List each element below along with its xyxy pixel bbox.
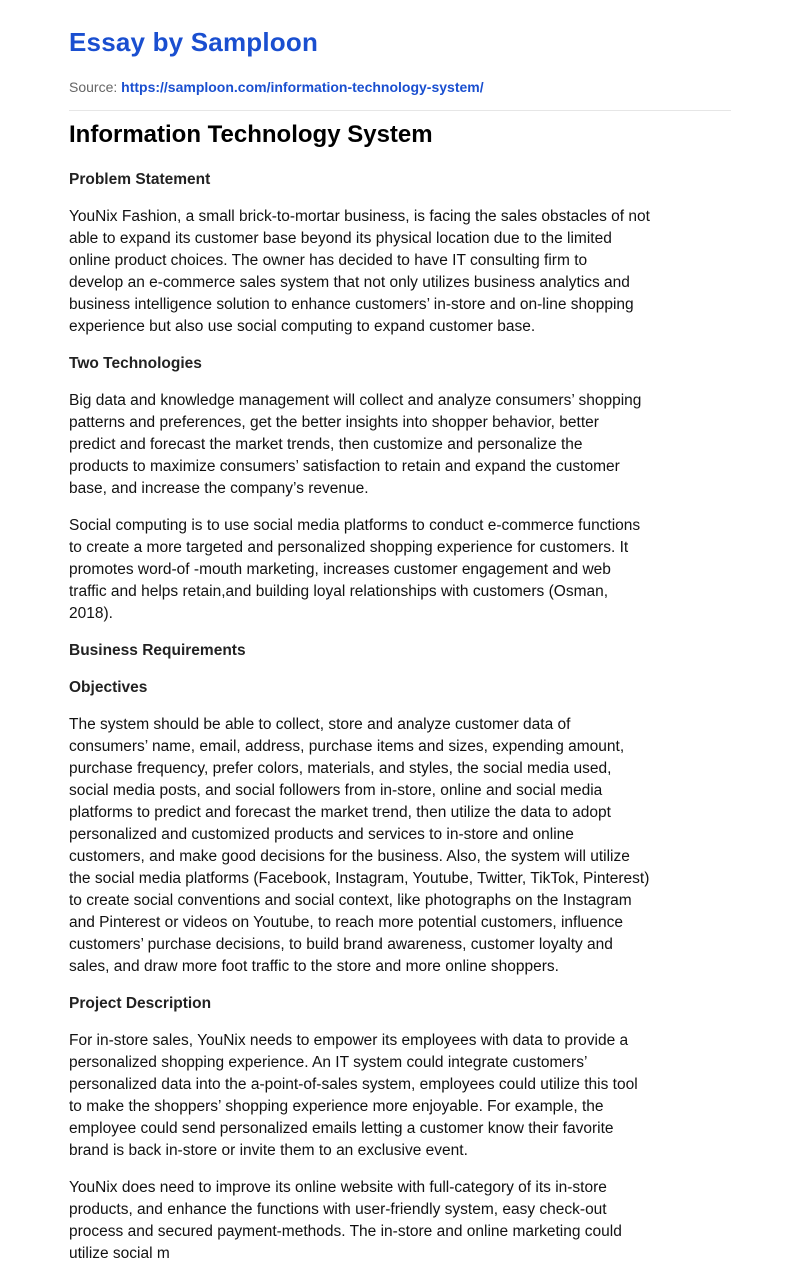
text-line: experience but also use social computing to expand customer base.: [69, 318, 536, 335]
text-line: patterns and preferences, get the better insights into shopper behavior, better: [69, 414, 599, 431]
text-line: YouNix does need to improve its online website with full-category of its in-store: [69, 1179, 607, 1196]
source-link[interactable]: https://samploon.com/information-technology-system/: [121, 79, 484, 95]
text-line: utilize social m: [69, 1245, 170, 1262]
section-heading: [69, 993, 731, 1015]
brand-title: Essay by Samploon: [69, 27, 319, 57]
section-heading: [69, 640, 731, 662]
text-line: Objectives: [69, 679, 148, 696]
text-line: products, and enhance the functions with user-friendly system, easy check-out: [69, 1201, 607, 1218]
text-line: sales, and draw more foot traffic to the store and more online shoppers.: [69, 958, 559, 975]
divider: [69, 110, 731, 111]
text-line: customers’ purchase decisions, to build brand awareness, customer loyalty and: [69, 936, 613, 953]
text-line: Project Description: [69, 995, 212, 1012]
essay-content: [69, 169, 731, 1280]
paragraph: [69, 390, 731, 500]
text-line: Two Technologies: [69, 355, 202, 372]
text-line: social media posts, and social followers from in-store, online and social media: [69, 782, 603, 799]
text-line: Big data and knowledge management will collect and analyze consumers’ shopping: [69, 392, 642, 409]
paragraph: [69, 1177, 731, 1265]
text-line: personalized data into the a-point-of-sales system, employees could utilize this tool: [69, 1076, 638, 1093]
text-line: YouNix Fashion, a small brick-to-mortar business, is facing the sales obstacles of not: [69, 208, 650, 225]
text-line: 2018).: [69, 605, 113, 622]
text-line: employee could send personalized emails letting a customer know their favorite: [69, 1120, 614, 1137]
text-line: personalized and customized products and services to in-store and online: [69, 826, 574, 843]
source-label: Source:: [69, 79, 118, 95]
text-line: predict and forecast the market trends, then customize and personalize the: [69, 436, 583, 453]
text-line: Social computing is to use social media platforms to conduct e-commerce functions: [69, 517, 641, 534]
section-heading: [69, 353, 731, 375]
text-line: For in-store sales, YouNix needs to empower its employees with data to provide a: [69, 1032, 629, 1049]
text-line: platforms to predict and forecast the market trend, then utilize the data to adopt: [69, 804, 611, 821]
text-line: business intelligence solution to enhance customers’ in-store and on-line shopping: [69, 296, 634, 313]
text-line: The system should be able to collect, store and analyze customer data of: [69, 716, 571, 733]
text-line: base, and increase the company’s revenue.: [69, 480, 369, 497]
text-line: develop an e-commerce sales system that not only utilizes business analytics and: [69, 274, 630, 291]
text-line: the social media platforms (Facebook, Instagram, Youtube, Twitter, TikTok, Pinterest): [69, 870, 650, 887]
text-line: online product choices. The owner has decided to have IT consulting firm to: [69, 252, 588, 269]
text-line: to create a more targeted and personalized shopping experience for customers. It: [69, 539, 629, 556]
section-heading: [69, 169, 731, 191]
paragraph: [69, 714, 731, 978]
text-line: products to maximize consumers’ satisfaction to retain and expand the customer: [69, 458, 620, 475]
text-line: to make the shoppers’ shopping experience more enjoyable. For example, the: [69, 1098, 604, 1115]
text-line: able to expand its customer base beyond its physical location due to the limited: [69, 230, 612, 247]
text-line: Business Requirements: [69, 642, 246, 659]
text-line: to create social conventions and social context, like photographs on the Instagram: [69, 892, 632, 909]
source-line: [69, 79, 484, 95]
text-line: purchase frequency, prefer colors, materials, and styles, the social media used,: [69, 760, 612, 777]
text-line: Problem Statement: [69, 171, 211, 188]
section-heading: [69, 677, 731, 699]
paragraph: [69, 1030, 731, 1162]
text-line: traffic and helps retain,and building loyal relationships with customers (Osman,: [69, 583, 609, 600]
paragraph: [69, 515, 731, 625]
text-line: customers, and make good decisions for the business. Also, the system will utilize: [69, 848, 630, 865]
paragraph: [69, 206, 731, 338]
text-line: brand is back in-store or invite them to an exclusive event.: [69, 1142, 468, 1159]
text-line: personalized shopping experience. An IT system could integrate customers’: [69, 1054, 588, 1071]
text-line: and Pinterest or videos on Youtube, to reach more potential customers, influence: [69, 914, 624, 931]
essay-title: Information Technology System: [69, 121, 433, 148]
text-line: promotes word-of -mouth marketing, increases customer engagement and web: [69, 561, 611, 578]
text-line: process and secured payment-methods. The in-store and online marketing could: [69, 1223, 622, 1240]
text-line: consumers’ name, email, address, purchase items and sizes, expending amount,: [69, 738, 625, 755]
